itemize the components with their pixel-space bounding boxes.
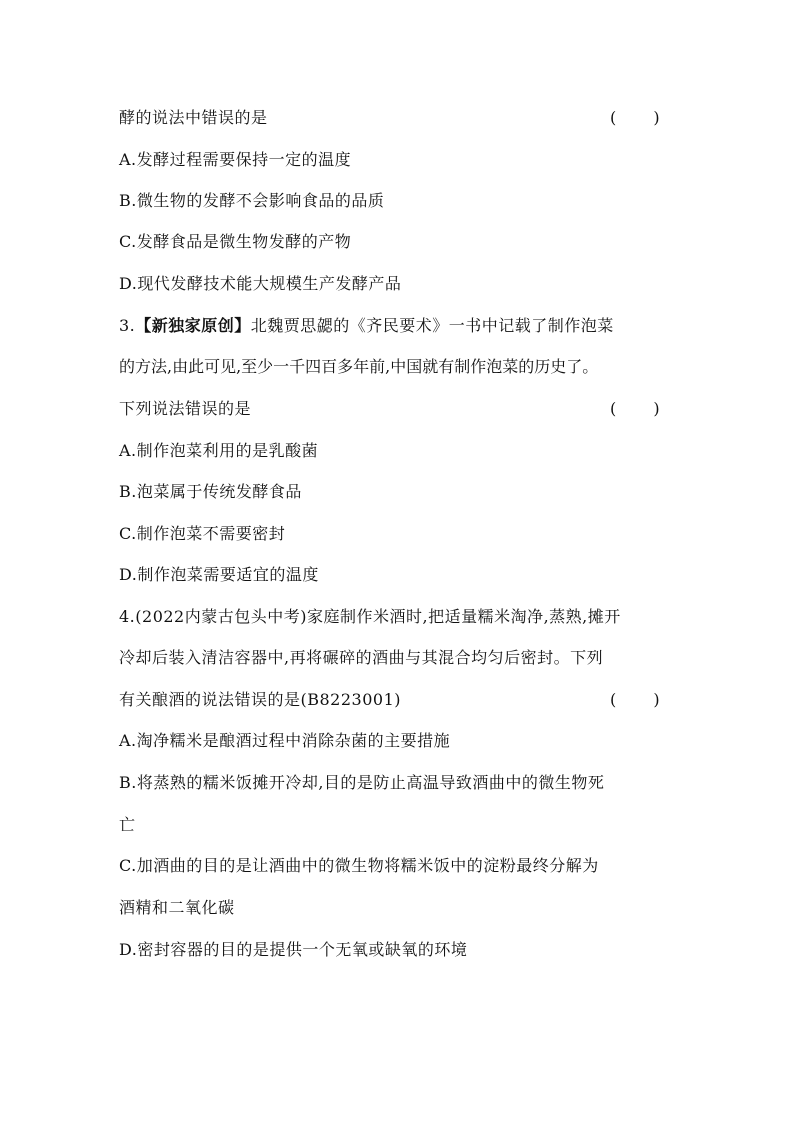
q4-option-c-line2: 酒精和二氧化碳: [119, 898, 235, 917]
q2-option-a: A.发酵过程需要保持一定的温度: [119, 150, 352, 169]
q4-stem-line2: 冷却后装入清洁容器中,再将碾碎的酒曲与其混合均匀后密封。下列: [119, 648, 604, 667]
q3-answer-bracket: ( ): [610, 399, 660, 418]
q4-answer-bracket: ( ): [610, 690, 660, 709]
q3-option-d: D.制作泡菜需要适宜的温度: [119, 565, 319, 584]
q3-option-b: B.泡菜属于传统发酵食品: [119, 482, 302, 501]
q3-option-a: A.制作泡菜利用的是乳酸菌: [119, 441, 319, 460]
q2-option-d: D.现代发酵技术能大规模生产发酵产品: [119, 274, 402, 293]
q4-number: 4.: [119, 607, 136, 626]
q2-answer-bracket: ( ): [610, 108, 660, 127]
q3-stem-text: 北魏贾思勰的《齐民要术》一书中记载了制作泡菜: [250, 316, 614, 335]
q4-stem-text: 家庭制作米酒时,把适量糯米淘净,蒸熟,摊开: [306, 607, 621, 626]
q4-option-a: A.淘净糯米是酿酒过程中消除杂菌的主要措施: [119, 731, 451, 750]
q3-number: 3.: [119, 316, 136, 335]
q3-original-tag: 【新独家原创】: [135, 316, 251, 335]
q4-stem-line3: 有关酿酒的说法错误的是(B8223001): [119, 690, 402, 709]
q2-option-c: C.发酵食品是微生物发酵的产物: [119, 232, 352, 251]
q2-option-b: B.微生物的发酵不会影响食品的品质: [119, 191, 385, 210]
q4-option-b-line1: B.将蒸熟的糯米饭摊开冷却,目的是防止高温导致酒曲中的微生物死: [119, 773, 605, 792]
q3-stem-line3: 下列说法错误的是: [119, 399, 252, 418]
q3-option-c: C.制作泡菜不需要密封: [119, 524, 286, 543]
q4-stem-line1: [119, 607, 621, 627]
q4-option-d: D.密封容器的目的是提供一个无氧或缺氧的环境: [119, 940, 468, 959]
q2-stem-tail: 酵的说法中错误的是: [119, 108, 268, 127]
q3-stem-line1: [119, 316, 614, 336]
q4-source: (2022内蒙古包头中考): [135, 607, 307, 626]
q4-option-b-line2: 亡: [119, 815, 136, 834]
q3-stem-line2: 的方法,由此可见,至少一千四百多年前,中国就有制作泡菜的历史了。: [119, 357, 599, 376]
q4-option-c-line1: C.加酒曲的目的是让酒曲中的微生物将糯米饭中的淀粉最终分解为: [119, 856, 599, 875]
